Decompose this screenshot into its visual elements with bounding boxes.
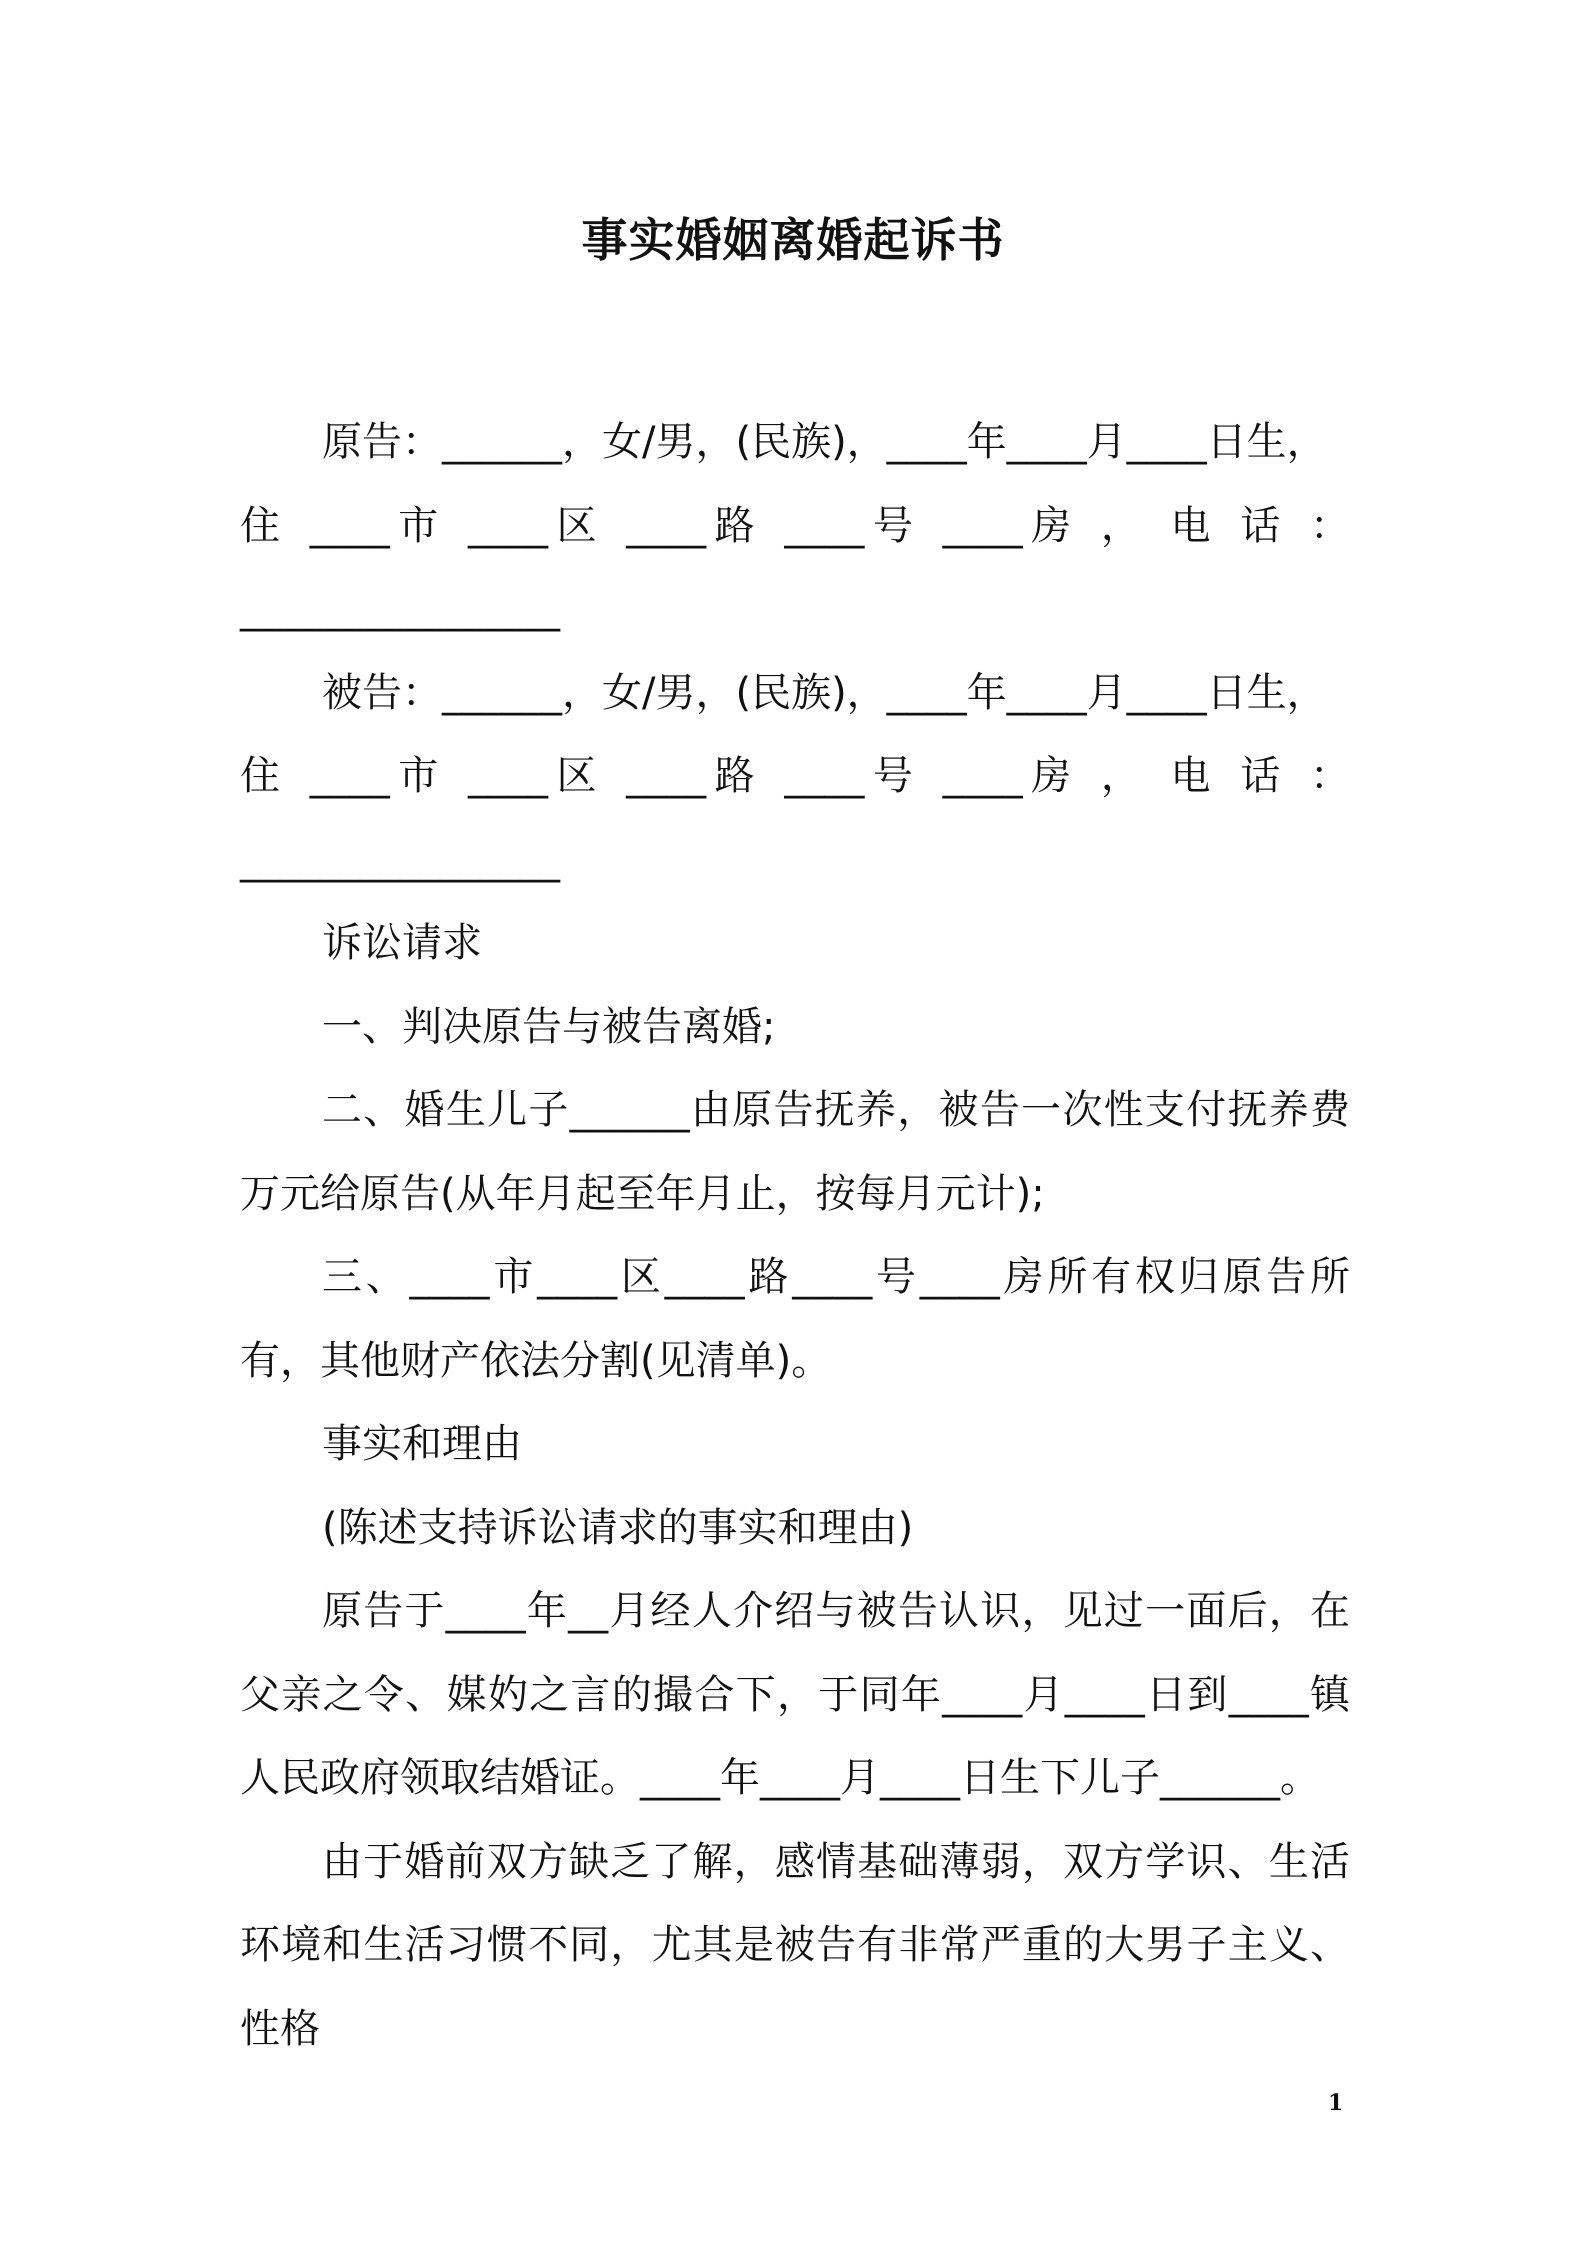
- facts-paragraph: 原告于____年__月经人介绍与被告认识，见过一面后，在父亲之令、媒妁之言的撮合下，于同年____月____日到____镇人民政府领取结婚证。____年____月____日生下儿子______。: [240, 1588, 1350, 1801]
- plaintiff-address-line: 住 ____市 ____区 ____路 ____号 ____房 ， 电 话 ：: [240, 502, 1350, 549]
- reasons-paragraph: 由于婚前双方缺乏了解，感情基础薄弱，双方学识、生活环境和生活习惯不同，尤其是被告有非常严重的大男子主义、性格: [240, 1838, 1350, 2052]
- page-number: 1: [1328, 2090, 1344, 2116]
- document-title: 事实婚姻离婚起诉书: [581, 213, 1005, 267]
- defendant-phone-blank: ________________: [240, 836, 560, 883]
- claim-item-3: 三、____市____区____路____号____房所有权归原告所有，其他财产依法分割(见清单)。: [240, 1254, 1350, 1384]
- plaintiff-phone-blank: ________________: [240, 586, 560, 632]
- claims-heading: 诉讼请求: [322, 920, 482, 966]
- claim-item-2: 二、婚生儿子______由原告抚养，被告一次性支付抚养费万元给原告(从年月起至年月止，按每月元计);: [240, 1087, 1350, 1217]
- defendant-address-line: 住 ____市 ____区 ____路 ____号 ____房 ， 电 话 ：: [240, 753, 1350, 799]
- document-body: [240, 401, 1350, 2071]
- defendant-paragraph: 被告：______，女/男，(民族)，____年____月____日生，: [322, 669, 1327, 716]
- facts-instruction: (陈述支持诉讼请求的事实和理由): [322, 1504, 914, 1551]
- plaintiff-paragraph: 原告：______，女/男，(民族)，____年____月____日生，: [322, 419, 1327, 465]
- claim-item-1: 一、判决原告与被告离婚;: [322, 1003, 776, 1050]
- facts-heading: 事实和理由: [322, 1421, 522, 1467]
